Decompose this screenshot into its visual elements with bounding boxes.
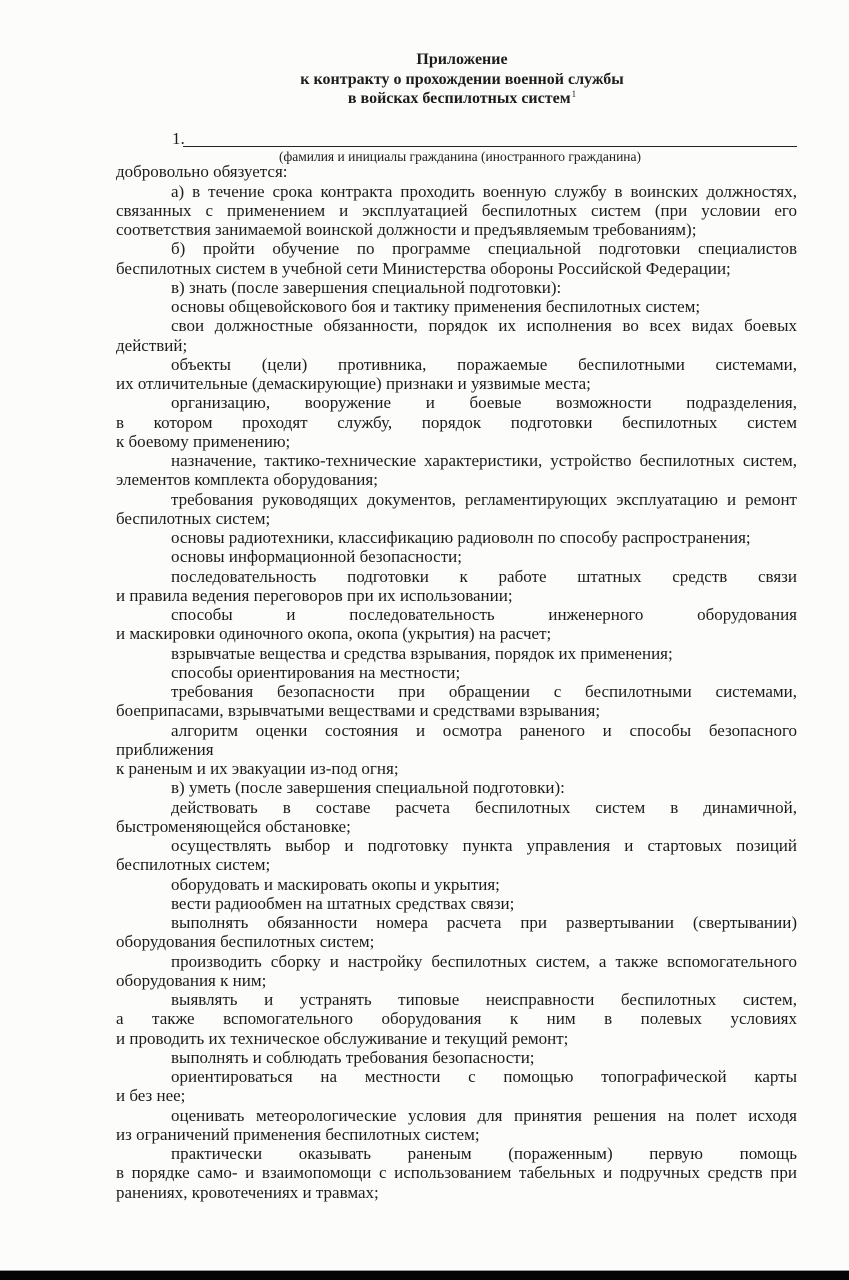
skill-item-line: практически оказывать раненым (пораженным) первую помощь [171, 1144, 797, 1164]
knowledge-heading: в) знать (после завершения специальной подготовки): [171, 277, 562, 297]
document-title: Приложение [416, 51, 508, 68]
knowledge-item-line: основы радиотехники, классификацию радиоволн по способу распространения; [171, 528, 751, 548]
skill-item-line: беспилотных систем; [116, 855, 271, 875]
skill-item-line: и проводить их техническое обслуживание и текущий ремонт; [116, 1028, 569, 1048]
knowledge-item-line: взрывчатые вещества и средства взрывания, порядок их применения; [171, 643, 673, 663]
name-field-caption: (фамилия и инициалы гражданина (иностранного гражданина) [278, 149, 642, 164]
scan-bottom-edge [0, 1270, 849, 1280]
skill-item-line: быстроменяющейся обстановке; [116, 816, 351, 836]
skill-item-line: осуществлять выбор и подготовку пункта управления и стартовых позиций [171, 836, 797, 856]
knowledge-item-line: алгоритм оценки состояния и осмотра раненого и способы безопасного [171, 720, 797, 740]
knowledge-item-line: в котором проходят службу, порядок подготовки беспилотных систем [116, 412, 797, 432]
document-body [116, 162, 797, 1202]
skill-item-line: ранениях, кровотечениях и травмах; [116, 1182, 379, 1202]
skill-item-line: выполнять обязанности номера расчета при развертывании (свертывании) [171, 913, 797, 933]
knowledge-item-line: объекты (цели) противника, поражаемые беспилотными системами, [171, 354, 797, 374]
knowledge-item-line: назначение, тактико-технические характеристики, устройство беспилотных систем, [171, 451, 797, 471]
skill-item-line: выявлять и устранять типовые неисправности беспилотных систем, [171, 990, 797, 1010]
skill-item-line: из ограничений применения беспилотных систем; [116, 1124, 480, 1144]
knowledge-item-line: беспилотных систем; [116, 508, 271, 528]
knowledge-item-line: и правила ведения переговоров при их использовании; [116, 585, 513, 605]
knowledge-item-line: требования руководящих документов, регламентирующих эксплуатацию и ремонт [171, 489, 797, 509]
knowledge-item-line: основы общевойскового боя и тактику применения беспилотных систем; [171, 297, 701, 317]
clause-b-line: беспилотных систем в учебной сети Министерства обороны Российской Федерации; [116, 258, 731, 278]
skill-item-line: в порядке само- и взаимопомощи с использованием табельных и подручных средств при [116, 1163, 797, 1183]
item-number: 1. [172, 128, 185, 148]
clause-a-line: соответствия занимаемой воинской должности и предъявляемым требованиям); [116, 220, 697, 240]
intro-text: добровольно обязуется: [116, 162, 288, 182]
footnote-mark: 1 [571, 89, 577, 99]
skill-item-line: и без нее; [116, 1086, 186, 1106]
knowledge-item-line: способы и последовательность инженерного оборудования [171, 605, 797, 625]
knowledge-item-line: последовательность подготовки к работе штатных средств связи [171, 566, 797, 586]
knowledge-item-line: способы ориентирования на местности; [171, 662, 461, 682]
knowledge-item-line: элементов комплекта оборудования; [116, 470, 378, 490]
knowledge-item-line: к боевому применению; [116, 431, 291, 451]
skill-item-line: выполнять и соблюдать требования безопасности; [171, 1047, 535, 1067]
skill-item-line: оборудования к ним; [116, 970, 267, 990]
skill-item-line: оборудования беспилотных систем; [116, 932, 375, 952]
document-subtitle-text: в войсках беспилотных систем [347, 90, 571, 107]
skill-item-line: вести радиообмен на штатных средствах связи; [171, 893, 515, 913]
clause-a-line: связанных с применением и эксплуатацией беспилотных систем (при условии его [116, 200, 797, 220]
clause-a-line: а) в течение срока контракта проходить военную службу в воинских должностях, [171, 181, 797, 201]
knowledge-item-line: приближения [116, 739, 214, 759]
document-subtitle-line2 [116, 89, 808, 111]
knowledge-item-line: их отличительные (демаскирующие) признаки и уязвимые места; [116, 374, 591, 394]
knowledge-item-line: требования безопасности при обращении с беспилотными системами, [171, 682, 797, 702]
knowledge-item-line: свои должностные обязанности, порядок их исполнения во всех видах боевых [171, 316, 797, 336]
knowledge-item-line: и маскировки одиночного окопа, окопа (укрытия) на расчет; [116, 624, 552, 644]
knowledge-item-line: к раненым и их эвакуации из-под огня; [116, 759, 399, 779]
knowledge-item-line: боеприпасами, взрывчатыми веществами и средствами взрывания; [116, 701, 601, 721]
knowledge-item-line: организацию, вооружение и боевые возможности подразделения, [171, 393, 797, 413]
document-header [116, 50, 808, 111]
skills-heading: в) уметь (после завершения специальной подготовки): [171, 778, 565, 798]
skill-item-line: оценивать метеорологические условия для принятия решения на полет исходя [171, 1105, 797, 1125]
skill-item-line: ориентироваться на местности с помощью топографической карты [171, 1067, 797, 1087]
knowledge-item-line: действий; [116, 335, 188, 355]
skill-item-line: действовать в составе расчета беспилотных систем в динамичной, [171, 797, 797, 817]
name-blank-line [183, 146, 797, 147]
skill-item-line: оборудовать и маскировать окопы и укрытия; [171, 874, 500, 894]
document-subtitle: к контракту о прохождении военной службы [300, 70, 624, 88]
skill-item-line: а также вспомогательного оборудования к ним в полевых условиях [116, 1009, 797, 1029]
skill-item-line: производить сборку и настройку беспилотных систем, а также вспомогательного [171, 951, 797, 971]
knowledge-item-line: основы информационной безопасности; [171, 547, 462, 567]
clause-b-line: б) пройти обучение по программе специальной подготовки специалистов [171, 239, 797, 259]
